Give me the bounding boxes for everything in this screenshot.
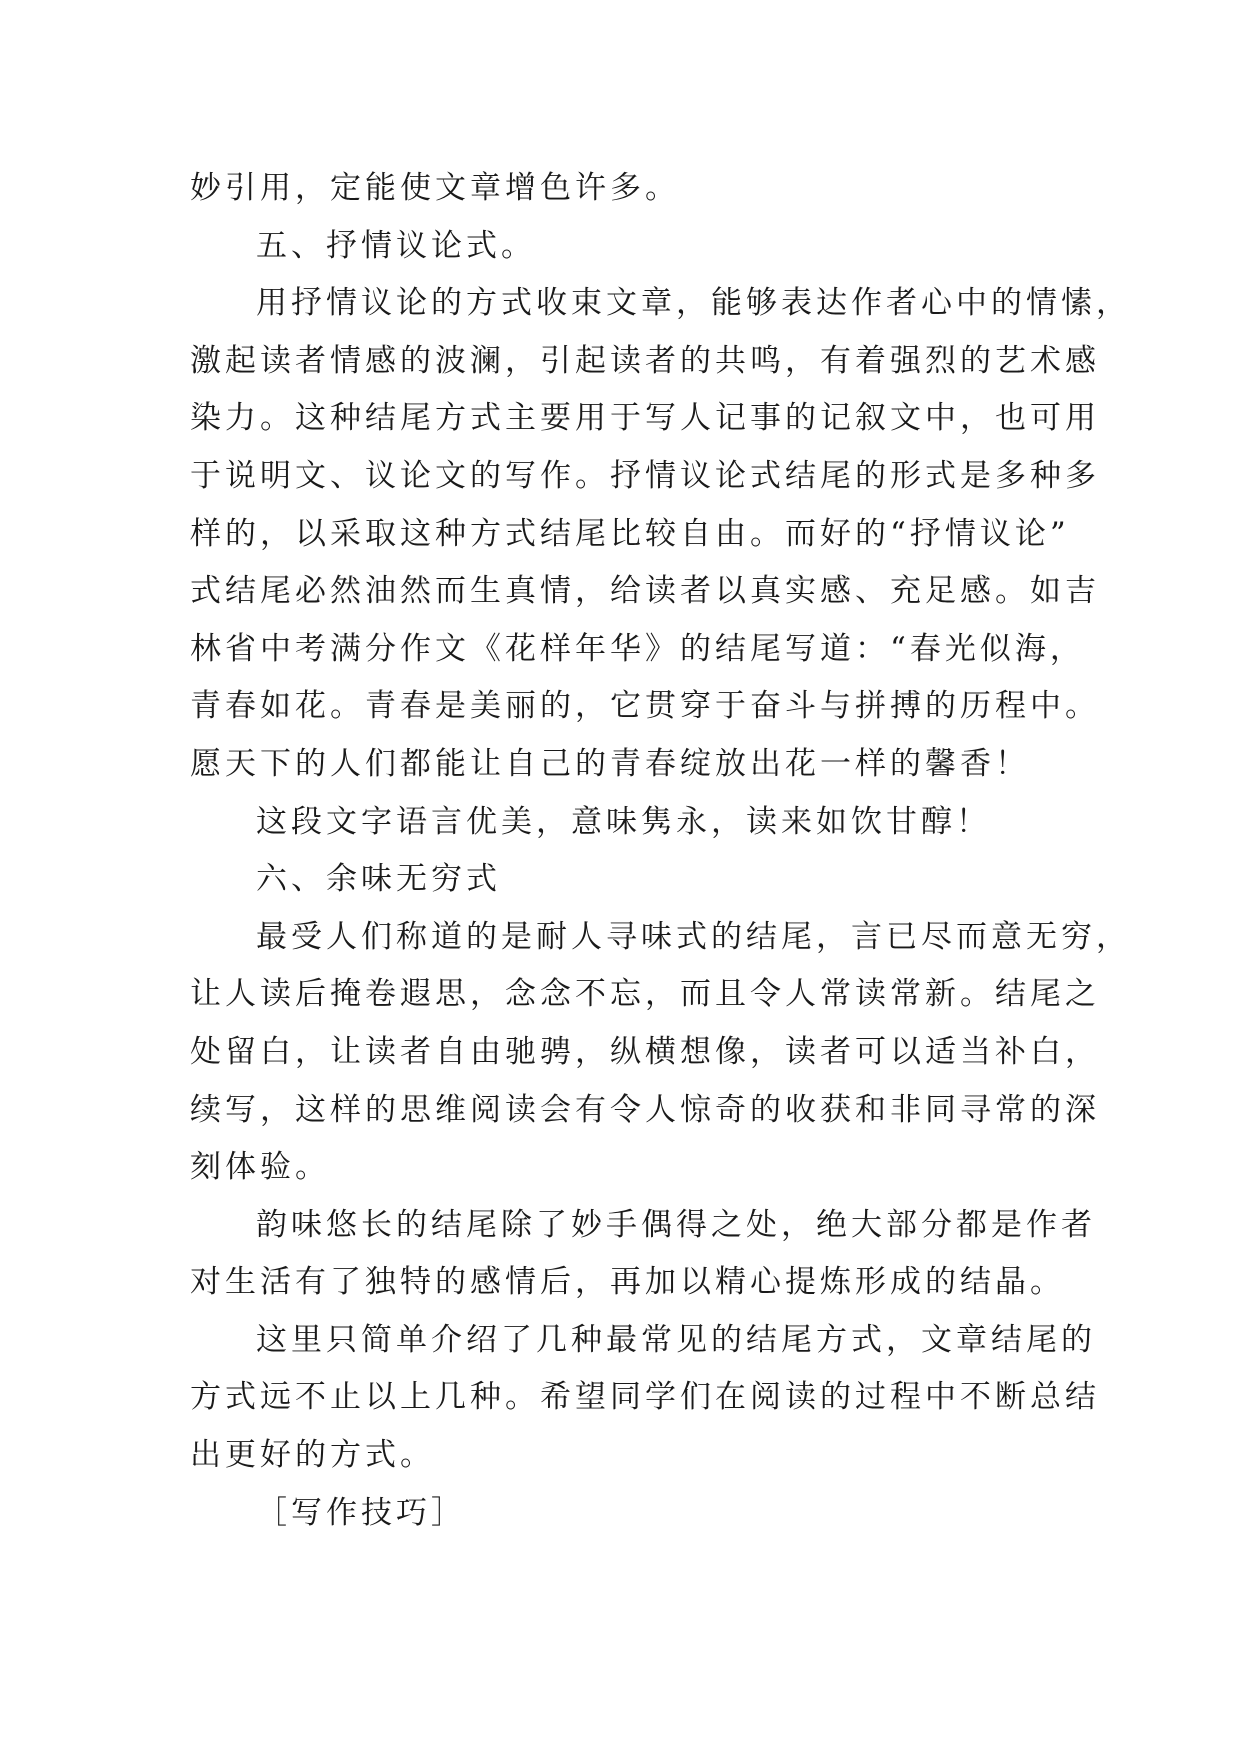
text-line: 出更好的方式。 — [190, 1437, 435, 1474]
text-line: 染力。这种结尾方式主要用于写人记事的记叙文中，也可用 — [190, 400, 1100, 437]
section-heading-5: 五、抒情议论式。 — [256, 227, 536, 264]
text-line: 这段文字语言优美，意味隽永，读来如饮甘醇！ — [256, 803, 991, 840]
text-line: 样的，以采取这种方式结尾比较自由。而好的“抒情议论” — [190, 515, 1070, 552]
text-line: 韵味悠长的结尾除了妙手偶得之处，绝大部分都是作者 — [256, 1206, 1096, 1243]
text-line: 让人读后掩卷遐思，念念不忘，而且令人常读常新。结尾之 — [190, 976, 1100, 1013]
text-line: 对生活有了独特的感情后，再加以精心提炼形成的结晶。 — [190, 1264, 1065, 1301]
section-heading-6: 六、余味无穷式 — [256, 861, 501, 898]
text-line: 青春如花。青春是美丽的，它贯穿于奋斗与拼搏的历程中。 — [190, 688, 1100, 725]
text-line: 最受人们称道的是耐人寻味式的结尾，言已尽而意无穷， — [256, 918, 1131, 955]
text-line: 刻体验。 — [190, 1149, 330, 1186]
text-line: 激起读者情感的波澜，引起读者的共鸣，有着强烈的艺术感 — [190, 342, 1100, 379]
text-line: 用抒情议论的方式收束文章，能够表达作者心中的情愫， — [256, 285, 1131, 322]
section-heading-writing-tips: ［写作技巧］ — [256, 1494, 466, 1531]
text-line: 林省中考满分作文《花样年华》的结尾写道：“春光似海， — [190, 630, 1085, 667]
document-body — [190, 160, 1131, 1542]
text-line: 于说明文、议论文的写作。抒情议论式结尾的形式是多种多 — [190, 457, 1100, 494]
text-line: 方式远不止以上几种。希望同学们在阅读的过程中不断总结 — [190, 1379, 1100, 1416]
text-line: 这里只简单介绍了几种最常见的结尾方式，文章结尾的 — [256, 1321, 1096, 1358]
text-line: 妙引用，定能使文章增色许多。 — [190, 170, 680, 206]
text-line: 愿天下的人们都能让自己的青春绽放出花一样的馨香！ — [190, 745, 1030, 782]
text-line: 式结尾必然油然而生真情，给读者以真实感、充足感。如吉 — [190, 573, 1100, 610]
text-line: 处留白，让读者自由驰骋，纵横想像，读者可以适当补白， — [190, 1033, 1100, 1070]
text-line: 续写，这样的思维阅读会有令人惊奇的收获和非同寻常的深 — [190, 1091, 1100, 1128]
